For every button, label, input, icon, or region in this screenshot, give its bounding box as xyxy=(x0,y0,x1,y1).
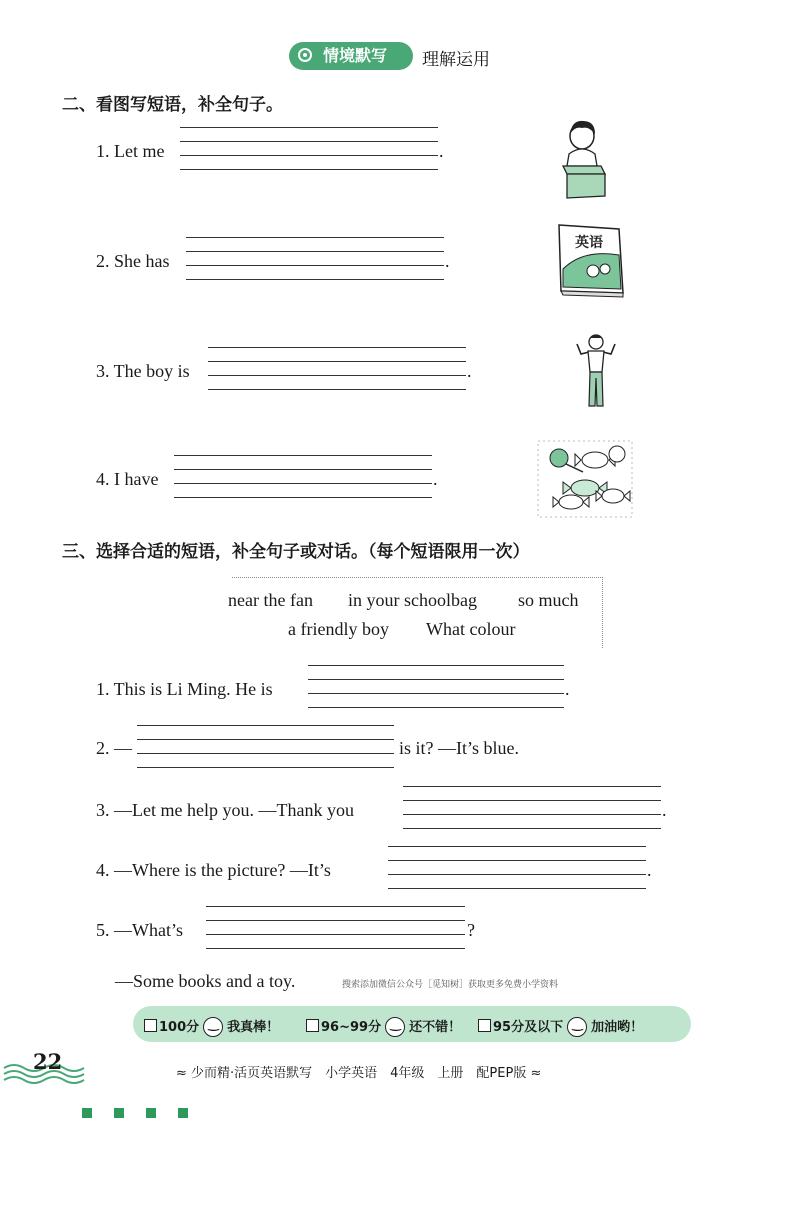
square-decoration xyxy=(146,1108,156,1118)
s3-q5-line-4 xyxy=(206,948,465,949)
s2-q1-line-2 xyxy=(180,141,438,142)
svg-text:英语: 英语 xyxy=(575,235,603,251)
header-subtitle: 理解运用 xyxy=(422,50,490,70)
cheer-face-icon xyxy=(567,1017,587,1037)
badge-label: 情境默写 xyxy=(323,46,388,65)
s3-q3-line-3[interactable] xyxy=(403,814,661,815)
s3-q5-suffix: ? xyxy=(467,920,475,940)
s3-q1-prefix: 1. This is Li Ming. He is xyxy=(96,679,273,699)
square-decoration xyxy=(178,1108,188,1118)
phrase-what-colour: What colour xyxy=(426,619,516,639)
s3-q3-line-1 xyxy=(403,786,661,787)
s3-q1-suffix: . xyxy=(565,679,570,699)
section2-title: 二、看图写短语，补全句子。 xyxy=(62,95,283,115)
s3-q2-line-2 xyxy=(137,739,394,740)
s3-q5-prefix: 5. —What’s xyxy=(96,920,183,940)
score-96-99-text: 还不错！ xyxy=(409,1020,462,1035)
score-100-label: 100分 xyxy=(159,1020,200,1035)
checkbox-icon[interactable] xyxy=(144,1019,157,1032)
score-item-100 xyxy=(144,1016,279,1037)
s2-q1-suffix: . xyxy=(439,141,444,161)
s2-q3-suffix: . xyxy=(467,361,472,381)
s3-q5-line-2 xyxy=(206,920,465,921)
s3-q3-prefix: 3. —Let me help you. —Thank you xyxy=(96,800,354,820)
score-100-text: 我真棒！ xyxy=(227,1020,280,1035)
checkbox-icon[interactable] xyxy=(478,1019,491,1032)
s3-q2-line-3[interactable] xyxy=(137,753,394,754)
score-95-label: 95分及以下 xyxy=(493,1020,564,1035)
s2-q4-prefix: 4. I have xyxy=(96,469,159,489)
s2-q4-line-3[interactable] xyxy=(174,483,432,484)
score-95-text: 加油哟！ xyxy=(591,1020,644,1035)
s3-q3-suffix: . xyxy=(662,800,667,820)
s3-q4-line-3[interactable] xyxy=(388,874,646,875)
s2-q3-line-4 xyxy=(208,389,466,390)
s2-q2-suffix: . xyxy=(445,251,450,271)
s2-q4-suffix: . xyxy=(433,469,438,489)
square-decoration xyxy=(82,1108,92,1118)
s3-q4-prefix: 4. —Where is the picture? —It’s xyxy=(96,860,331,880)
s3-q5-line-1 xyxy=(206,906,465,907)
s2-q4-line-1 xyxy=(174,455,432,456)
s2-q3-line-3[interactable] xyxy=(208,375,466,376)
s3-q3-line-4 xyxy=(403,828,661,829)
phrase-near-the-fan: near the fan xyxy=(228,590,313,610)
s2-q1-prefix: 1. Let me xyxy=(96,141,165,161)
s3-q2-line-1 xyxy=(137,725,394,726)
s3-q3-line-2 xyxy=(403,800,661,801)
s3-q4-line-2 xyxy=(388,860,646,861)
s2-q2-line-4 xyxy=(186,279,444,280)
badge-icon xyxy=(298,48,312,62)
section-badge xyxy=(289,42,413,70)
s2-q3-prefix: 3. The boy is xyxy=(96,361,190,381)
checkbox-icon[interactable] xyxy=(306,1019,319,1032)
s3-q4-suffix: . xyxy=(647,860,652,880)
s2-q3-line-1 xyxy=(208,347,466,348)
s2-q1-line-4 xyxy=(180,169,438,170)
s2-q3-line-2 xyxy=(208,361,466,362)
footer-text: ≈ 少而精·活页英语默写 小学英语 4年级 上册 配PEP版 ≈ xyxy=(176,1066,542,1081)
s2-q2-line-3[interactable] xyxy=(186,265,444,266)
score-96-99-label: 96~99分 xyxy=(321,1020,382,1035)
score-item-96-99 xyxy=(306,1016,461,1037)
strong-boy-picture xyxy=(571,328,621,412)
boy-at-desk-picture xyxy=(555,114,611,200)
s3-q4-line-4 xyxy=(388,888,646,889)
page-number: 22 xyxy=(33,1049,63,1074)
phrase-in-your-schoolbag: in your schoolbag xyxy=(348,590,477,610)
s3-q1-line-4 xyxy=(308,707,564,708)
s3-q2-prefix: 2. — xyxy=(96,738,132,758)
phrase-so-much: so much xyxy=(518,590,579,610)
s2-q1-line-1 xyxy=(180,127,438,128)
s3-q1-line-3[interactable] xyxy=(308,693,564,694)
s3-q1-line-1 xyxy=(308,665,564,666)
score-item-95-below xyxy=(478,1016,643,1037)
square-decoration xyxy=(114,1108,124,1118)
s2-q4-line-2 xyxy=(174,469,432,470)
s2-q1-line-3[interactable] xyxy=(180,155,438,156)
s2-q2-line-2 xyxy=(186,251,444,252)
section3-title: 三、选择合适的短语，补全句子或对话。（每个短语限用一次） xyxy=(62,542,530,562)
s3-q1-line-2 xyxy=(308,679,564,680)
s3-q5-answer: —Some books and a toy. xyxy=(115,971,296,991)
phrase-a-friendly-boy: a friendly boy xyxy=(288,619,389,639)
s2-q2-prefix: 2. She has xyxy=(96,251,170,271)
s3-q5-line-3[interactable] xyxy=(206,934,465,935)
thumbs-up-face-icon xyxy=(203,1017,223,1037)
s3-q2-line-4 xyxy=(137,767,394,768)
s2-q2-line-1 xyxy=(186,237,444,238)
watermark-text: 搜索添加微信公众号［觅知树］获取更多免费小学资料 xyxy=(342,980,559,990)
smiley-face-icon xyxy=(385,1017,405,1037)
s2-q4-line-4 xyxy=(174,497,432,498)
candies-picture xyxy=(537,440,633,520)
s3-q2-suffix: is it? —It’s blue. xyxy=(399,738,519,758)
s3-q4-line-1 xyxy=(388,846,646,847)
english-book-picture xyxy=(553,219,627,299)
